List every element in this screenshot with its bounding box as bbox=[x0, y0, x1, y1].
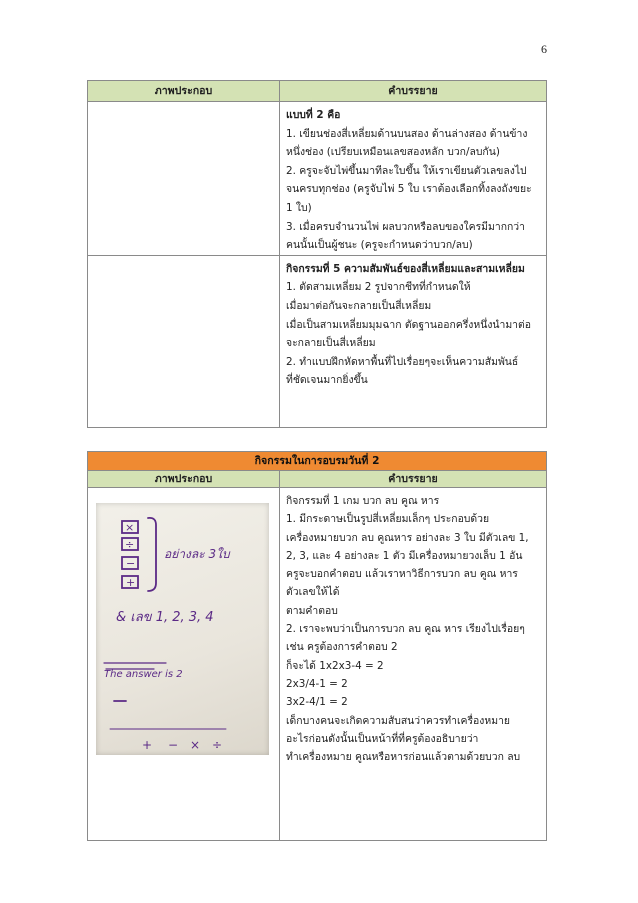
description-cell bbox=[280, 488, 547, 841]
symbol-row-times: × bbox=[190, 738, 201, 752]
header-illustration: ภาพประกอบ bbox=[88, 81, 280, 102]
description-line: หนึ่งช่อง (เปรียบเหมือนเลขสองหลัก บวก/ลบกัน) bbox=[286, 146, 500, 159]
description-line: 1. มีกระดาษเป็นรูปสี่เหลี่ยมเล็กๆ ประกอบด้วย bbox=[286, 513, 490, 526]
table-row bbox=[88, 255, 547, 427]
description-line: เด็กบางคนจะเกิดความสับสนว่าควรทำเครื่องหมาย bbox=[286, 714, 510, 727]
description-line: 3. เมื่อครบจำนวนไพ่ ผลบวกหรือลบของใครมีมากกว่า bbox=[286, 220, 525, 233]
header-illustration: ภาพประกอบ bbox=[88, 471, 280, 488]
description-line: 1. เขียนช่องสี่เหลี่ยมด้านบนสอง ด้านล่างสอง ด้านข้าง bbox=[286, 127, 528, 140]
description-line: เมื่อมาต่อกันจะกลายเป็นสี่เหลี่ยม bbox=[286, 299, 432, 312]
description-line: 1 ใบ) bbox=[286, 201, 312, 214]
description-line: เช่น ครูต้องการคำตอบ 2 bbox=[286, 641, 398, 654]
handwriting-drawing bbox=[96, 503, 269, 755]
divide-symbol: ÷ bbox=[125, 538, 135, 551]
day-2-banner: กิจกรรมในการอบรมวันที่ 2 bbox=[88, 452, 547, 471]
symbol-row-divide: ÷ bbox=[212, 738, 223, 752]
description-cell bbox=[280, 255, 547, 427]
description-line: กิจกรรมที่ 1 เกม บวก ลบ คูณ หาร bbox=[286, 495, 440, 507]
description-line: กิจกรรมที่ 5 ความสัมพันธ์ของสี่เหลี่ยมและสามเหลี่ยม bbox=[286, 262, 525, 275]
description-line: 2, 3, และ 4 อย่างละ 1 ตัว มีเครื่องหมายวงเล็บ 1 อัน bbox=[286, 549, 523, 562]
illustration-cell-empty bbox=[88, 255, 280, 427]
description-line: ตามคำตอบ bbox=[286, 604, 338, 617]
handwritten-notes-photo bbox=[96, 503, 269, 755]
description-line: ที่ชัดเจนมากยิ่งขึ้น bbox=[286, 374, 368, 387]
description-line: 2. เราจะพบว่าเป็นการบวก ลบ คูณ หาร เรียงไปเรื่อยๆ bbox=[286, 623, 525, 636]
description-line: ครูจะบอกคำตอบ แล้วเราหาวิธีการบวก ลบ คูณ หาร bbox=[286, 568, 518, 581]
description-line: 1. ตัดสามเหลี่ยม 2 รูปจากชีทที่กำหนดให้ bbox=[286, 281, 471, 294]
description-line: อะไรก่อนดังนั้นเป็นหน้าที่ที่ครูต้องอธิบายว่า bbox=[286, 732, 479, 745]
description-cell bbox=[280, 102, 547, 256]
description-line: เครื่องหมายบวก ลบ คูณหาร อย่างละ 3 ใบ มีตัวเลข 1, bbox=[286, 531, 529, 544]
description-line: ตัวเลขให้ได้ bbox=[286, 586, 340, 599]
description-line: คนนั้นเป็นผู้ชนะ (ครูจะกำหนดว่าบวก/ลบ) bbox=[286, 239, 473, 252]
answer-label: The answer is 2 bbox=[104, 669, 183, 680]
plus-symbol: + bbox=[126, 576, 136, 589]
description-line: ทำเครื่องหมาย คูณหรือหารก่อนแล้วตามด้วยบวก ลบ bbox=[286, 751, 521, 764]
description-line: แบบที่ 2 คือ bbox=[286, 109, 341, 121]
count-label: อย่างละ 3ใบ bbox=[164, 547, 230, 561]
curly-bracket bbox=[148, 518, 156, 591]
description-line: จนครบทุกช่อง (ครูจับไพ่ 5 ใบ เราต้องเลือกทิ้งลงถังขยะ bbox=[286, 183, 532, 196]
description-line: 2x3/4-1 = 2 bbox=[286, 677, 348, 690]
description-line: 2. ทำแบบฝึกหัดหาพื้นที่ไปเรื่อยๆจะเห็นความสัมพันธ์ bbox=[286, 355, 519, 368]
header-description: คำบรรยาย bbox=[280, 471, 547, 488]
description-line: เมื่อเป็นสามเหลี่ยมมุมฉาก ตัดฐานออกครึ่งหนึ่งนำมาต่อ bbox=[286, 318, 532, 331]
illustration-cell-empty bbox=[88, 102, 280, 256]
page-number: 6 bbox=[541, 42, 547, 56]
table-row bbox=[88, 102, 547, 256]
symbol-row-plus: + bbox=[142, 738, 153, 752]
description-line: จะกลายเป็นสี่เหลี่ยม bbox=[286, 337, 376, 350]
description-line: 3x2-4/1 = 2 bbox=[286, 696, 348, 709]
description-line: ก็จะได้ 1x2x3-4 = 2 bbox=[286, 659, 384, 672]
times-symbol: × bbox=[125, 521, 135, 534]
illustration-table-1 bbox=[87, 80, 547, 428]
minus-symbol: − bbox=[126, 557, 136, 570]
numbers-label: & เลข 1, 2, 3, 4 bbox=[116, 610, 214, 625]
description-line: 2. ครูจะจับไพ่ขึ้นมาทีละใบขึ้น ให้เราเขียนตัวเลขลงไป bbox=[286, 164, 527, 177]
symbol-row-minus: − bbox=[168, 738, 179, 752]
header-description: คำบรรยาย bbox=[280, 81, 547, 102]
